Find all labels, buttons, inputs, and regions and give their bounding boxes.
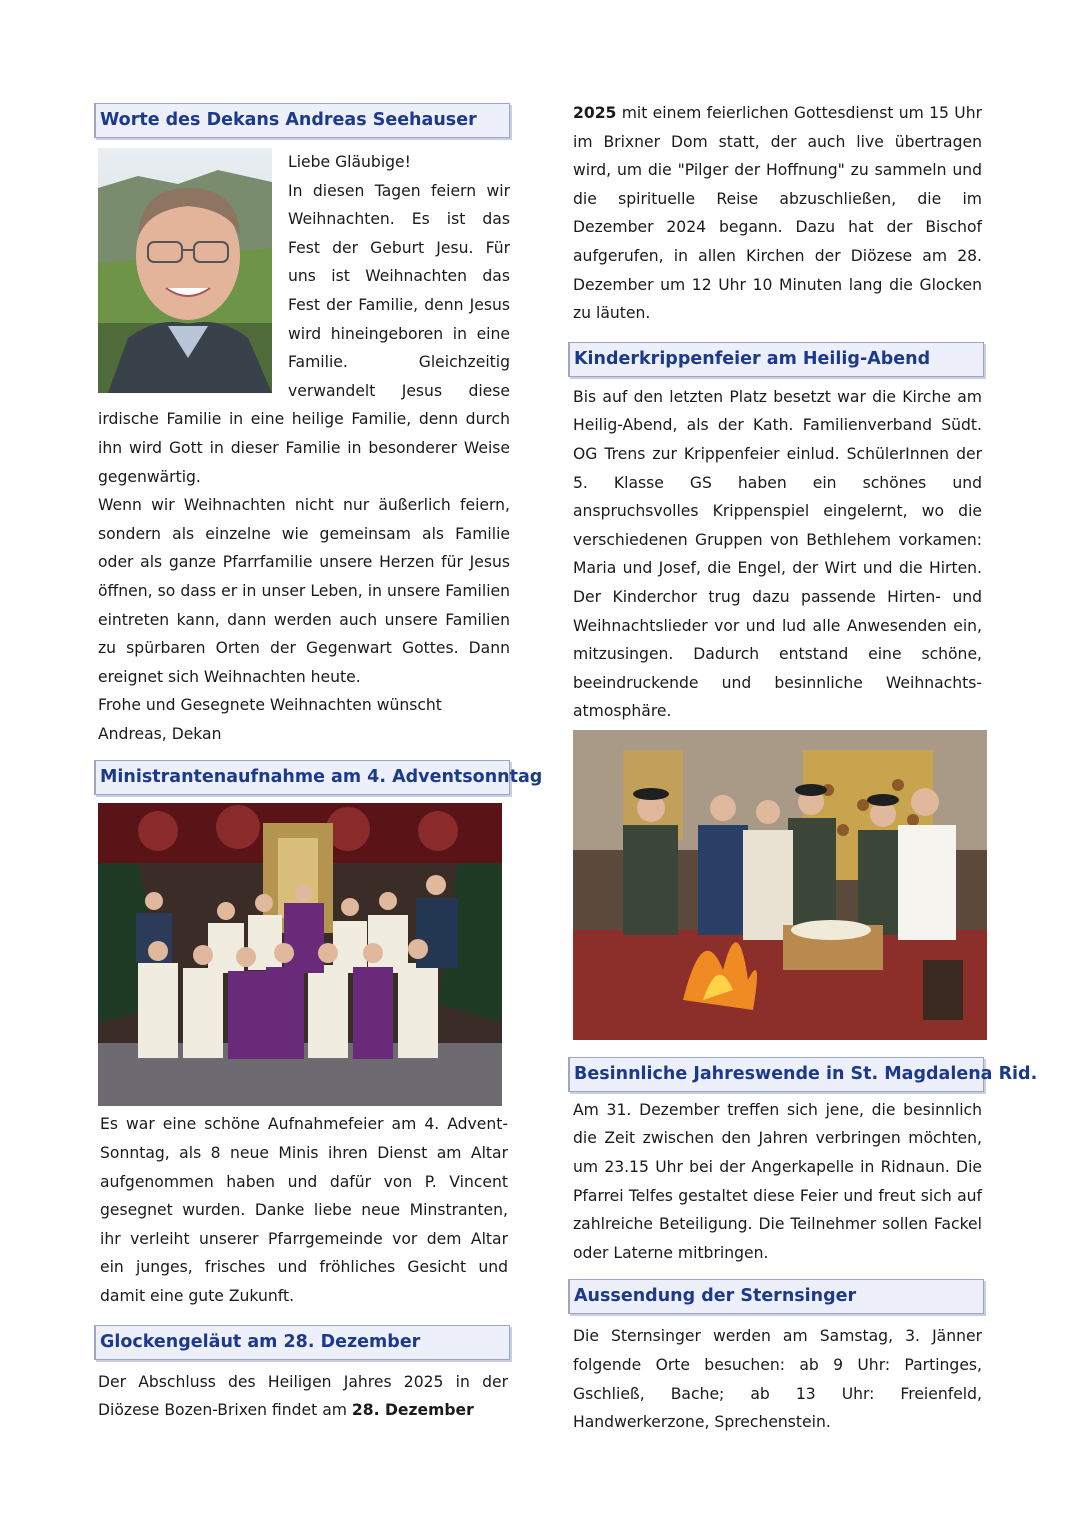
dekan-heading: Worte des Dekans Andreas Seehauser [94, 103, 510, 138]
krippe-heading: Kinderkrippenfeier am Heilig-Abend [568, 342, 984, 377]
glocken-intro-text: Der Abschluss des Heiligen Jahres 2025 in der Diözese Bozen-Brixen findet am [98, 1372, 508, 1420]
sternsinger-heading: Aussendung der Sternsinger [568, 1279, 984, 1314]
dekan-body-1: In diesen Tagen feiern wir Weihnachten. Es ist das Fest der Geburt Jesu. Für uns ist Weihnachten das Fest der Familie, denn Jesus wird hineingeboren in eine Familie. Gleichzeitig verwandelt Jesus diese irdische Familie in eine heilige Familie, denn durch ihn wird Gott in dieser Familie in besonderer Weise gegenwärtig. [98, 181, 510, 486]
glocken-continuation-text: mit einem feierlichen Gottesdienst um 15 Uhr im Brixner Dom statt, der auch live übertragen wird, um die "Pilger der Hoffnung" zu sammeln und die spirituelle Reise abzuschließen, die im Dezember 2024 begann. Dazu hat der Bischof aufgerufen, in allen Kirchen der Diözese am 28. Dezember um 12 Uhr 10 Minuten lang die Glocken zu läuten. [573, 104, 982, 323]
ministranten-heading: Ministrantenaufnahme am 4. Adventsonntag [94, 760, 510, 795]
ministranten-body: Es war eine schöne Aufnahmefeier am 4. Advent-Sonntag, als 8 neue Minis ihren Dienst am Altar aufgenommen haben und dafür von P. Vincent gesegnet wurden. Danke liebe neue Minstranten, ihr verleiht unserer Pfarrgemeinde vor dem Altar ein junges, frisches und fröhliches Gesicht und damit eine gute Zukunft. [100, 1115, 508, 1306]
dekan-greeting: Liebe Gläubige! [288, 153, 411, 171]
left-column [94, 103, 543, 1425]
krippe-nativity-photo [573, 730, 987, 1040]
krippe-body: Bis auf den letzten Platz besetzt war die Kirche am Heilig-Abend, als der Kath. Familienverband Südt. OG Trens zur Krippenfeier einlud. SchülerInnen der 5. Klasse GS haben ein schönes und anspruchsvolles Krippenspiel eingelernt, wo die verschiedenen Gruppen von Bethlehem vorkamen: Maria und Josef, die Engel, der Wirt und die Hirten. Der Kinderchor trug dazu passende Hirten- und Weihnachtslieder vor und lud alle Anwesenden ein, mitzusingen. Dadurch entstand eine schöne, beeindruckende und besinnliche Weihnachts-atmosphäre. [573, 387, 982, 721]
sternsinger-body: Die Sternsinger werden am Samstag, 3. Jänner folgende Orte besuchen: ab 9 Uhr: Partinges, Gschließ, Bache; ab 13 Uhr: Freienfeld, Handwerkerzone, Sprechenstein. [573, 1327, 982, 1432]
glocken-bold-date: 28. Dezember [351, 1401, 474, 1420]
dekan-portrait-photo [98, 148, 272, 393]
jahreswende-heading: Besinnliche Jahreswende in St. Magdalena Rid. [568, 1057, 984, 1092]
glocken-heading: Glockengeläut am 28. Dezember [94, 1325, 510, 1360]
dekan-signature: Andreas, Dekan [98, 724, 222, 743]
dekan-section [98, 148, 510, 748]
glocken-body-cont [573, 99, 982, 328]
dekan-body-2: Wenn wir Weihnachten nicht nur äußerlich feiern, sondern als einzelne wie gemeinsam als Familie oder als ganze Pfarrfamilie unsere Herzen für Jesus öffnen, so dass er in unser Leben, in unsere Familien eintreten kann, dann werden auch unsere Familien zu spürbaren Orten der Gegenwart Gottes. Dann ereignet sich Weihnachten heute. [98, 496, 510, 686]
glocken-bold-year: 2025 [573, 104, 617, 122]
dekan-closing: Frohe und Gesegnete Weihnachten wünscht [98, 696, 442, 715]
right-column [568, 99, 1038, 1437]
glocken-body-start [98, 1368, 508, 1425]
jahreswende-body: Am 31. Dezember treffen sich jene, die besinnlich die Zeit zwischen den Jahren verbringen möchten, um 23.15 Uhr bei der Angerkapelle in Ridnaun. Die Pfarrei Telfes gestaltet diese Feier und freut sich auf zahlreiche Beteiligung. Die Teilnehmer sollen Fackel oder Laterne mitbringen. [573, 1100, 982, 1262]
ministranten-group-photo [98, 803, 502, 1106]
